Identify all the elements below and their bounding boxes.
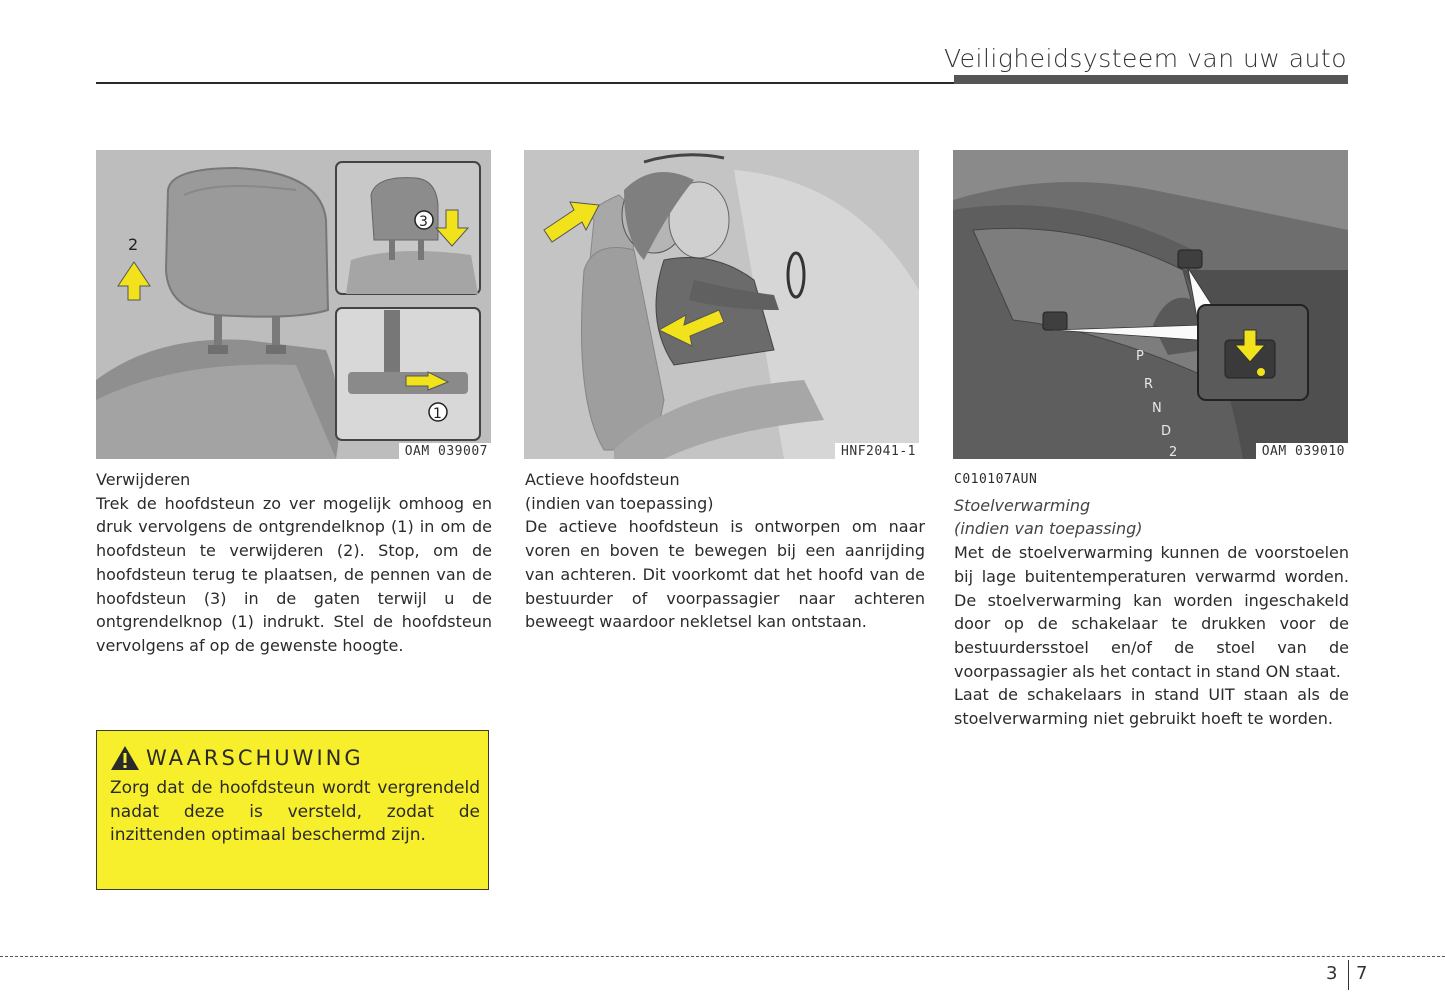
column-active-headrest [525, 468, 925, 634]
warning-icon [110, 745, 140, 771]
active-headrest-illustration [524, 150, 919, 459]
seat-warmer-body-1: Met de stoelverwarming kunnen de voorstoelen bij lage buitentemperaturen verwarmd worden. De stoelverwarming kan worden ingeschakeld door op de schakelaar te drukken voor de bestuurdersstoel en/of de stoel van de voorpassagier als het contact in stand ON staat. [954, 543, 1349, 681]
removal-body: Trek de hoofdsteun zo ver mogelijk omhoog en druk vervolgens de ontgrendelknop (1) in om de hoofdsteun te verwijderen (2). Stop, om de hoofdsteun terug te plaatsen, de pennen van de hoofdsteun (3) in de gaten terwijl u de ontgrendelknop (1) indrukt. Stel de hoofdsteun vervolgens af op de gewenste hoogte. [96, 493, 492, 655]
gear-letter-d: D [1161, 424, 1172, 439]
warning-title: WAARSCHUWING [146, 746, 364, 770]
seat-warmer-code: C010107AUN [954, 472, 1038, 487]
active-headrest-body: De actieve hoofdsteun is ontworpen om naar voren en boven te bewegen bij een aanrijding van achteren. Dit voorkomt dat het hoofd van de bestuurder of voorpassagier naar achteren beweegt waardoor nekletsel kan ontstaan. [525, 517, 925, 632]
figure-code: OAM 039010 [1256, 443, 1348, 459]
seat-warmer-body-2: Laat de schakelaars in stand UIT staan als de stoelverwarming niet gebruikt hoeft te worden. [954, 685, 1349, 729]
header-bar [954, 75, 1348, 84]
figure-code: OAM 039007 [399, 443, 491, 459]
callout-2: 2 [128, 235, 139, 254]
section-title: Veiligheidsysteem van uw auto [943, 44, 1347, 73]
page-number-separator [1348, 960, 1349, 990]
warning-heading [110, 745, 480, 771]
page-number: 7 [1356, 963, 1368, 984]
gear-letter-p: P [1136, 349, 1144, 364]
callout-1: 1 [433, 406, 442, 422]
gear-letter-2: 2 [1169, 445, 1178, 459]
figure-active-headrest [524, 150, 919, 459]
seat-warmer-heading: Stoelverwarming [954, 495, 1091, 515]
gear-letter-r: R [1144, 377, 1154, 392]
footer-rule [0, 956, 1445, 957]
seat-warmer-subheading: (indien van toepassing) [954, 519, 1143, 539]
gear-letter-n: N [1152, 401, 1162, 416]
seat-warmer-illustration [953, 150, 1348, 459]
header-rule [96, 82, 954, 84]
warning-box [96, 730, 489, 890]
figure-headrest-removal [96, 150, 491, 459]
active-headrest-heading: Actieve hoofdsteun [525, 470, 680, 489]
active-headrest-subheading: (indien van toepassing) [525, 493, 714, 513]
warning-text: Zorg dat de hoofdsteun wordt vergrendeld nadat deze is versteld, zodat de inzittenden optimaal beschermd zijn. [110, 778, 480, 845]
headrest-illustration [96, 150, 491, 459]
column-removal [96, 468, 492, 658]
figure-code: HNF2041-1 [835, 443, 919, 459]
removal-heading: Verwijderen [96, 470, 191, 489]
figure-seat-warmer [953, 150, 1348, 459]
callout-3: 3 [419, 214, 428, 230]
section-number: 3 [1326, 963, 1338, 984]
column-seat-warmer [954, 468, 1349, 731]
